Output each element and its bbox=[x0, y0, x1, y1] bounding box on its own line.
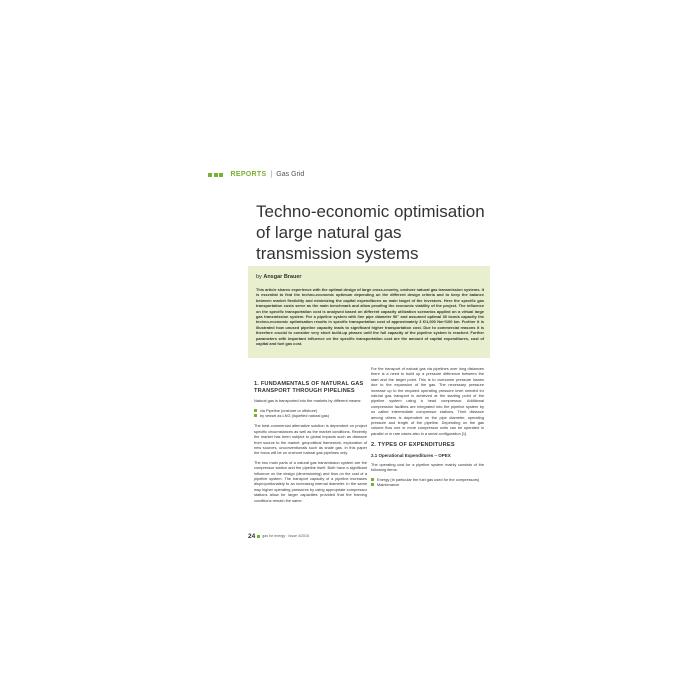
abstract-text: This article shares experience with the optimal design of large cross-country, onshore natural gas transmission systems. It is essential to find the techno-economic optimum depending on the different design criteria and to keep the balance between market flexibility and minimizing the capital expenditures as main target of the investors. Here the specific gas transportation costs serve as the main benchmark and allow proofing the economic viability of the project. The influence on the specific transportation cost is analysed based on different capacity utilization scenarios applied on a virtual large gas transmission system. For a pipeline system with line pipe diameter 56" and assumed optimal 30 bcm/a capacity the techno-economic optimisation results in specific transportation cost of approximately 3 €/1,000 Nm³/100 km. Further it is illustrated how unused pipeline capacity leads to significant higher transportation cost. Due to commercial reasons it is therefore crucial to consider very short build-up phases until the full capacity of the pipeline system is reached. Further parameters with important influence on the specific transportation cost are the amount of capital expenditures, cost of capital and fuel gas cost. bbox=[256, 287, 484, 347]
subsection-heading-2-1: 2.1 Operational Expenditures – OPEX bbox=[371, 452, 451, 458]
page-footer bbox=[248, 532, 309, 540]
right-intro: The operating cost for a pipeline system mainly consists of the following items: bbox=[371, 461, 484, 473]
publication-name: gas for energy · Issue 4/2015 bbox=[262, 534, 309, 538]
list-item: Maintenance bbox=[371, 482, 484, 487]
byline bbox=[256, 273, 484, 281]
right-paragraph-1: For the transport of natural gas via pipelines over long distances there is a need to build up a pressure difference between the start and the target point. This is to overcome pressure losses due to the expansion of the gas. The necessary pressure increase up to the required operating pressure level needed for natural gas transport is achieved at the starting point of the pipeline system using a head compressor. Additional compression facilities are integrated into the pipeline system by so called intermediate compressor stations. Their distance among others is dependent on the pipe diameter, operating pressure and length of the pipeline. Depending on the gas volume flow one or more compressor units can be operated in parallel or in rare cases also in a serial configuration [1]. bbox=[371, 366, 484, 436]
left-paragraph-2: The two main parts of a natural gas transmission system are the compressor station and the pipeline itself. Both have a significant influence on the design (dimensioning) and thus on the cost of a pipeline system. The transport capacity of a pipeline increases disproportionately to an increasing internal diameter. In the same way higher operating pressures by using appropriate compressor stations allow for larger capacities provided that the framing conditions remain the same. bbox=[254, 459, 367, 503]
section-separator: | bbox=[270, 171, 273, 178]
footer-marker-icon bbox=[257, 535, 260, 538]
abstract-box bbox=[248, 266, 490, 358]
subsection-label: Gas Grid bbox=[276, 171, 305, 178]
author-name: Ansgar Brauer bbox=[263, 274, 302, 280]
left-intro: Natural gas is transported into the markets by different means: bbox=[254, 398, 362, 404]
section-header bbox=[208, 170, 304, 180]
left-paragraph-1: The best commercial alternative solution is dependent on project specific circumstances as well as the market conditions. Recently the market has been subject to global impacts such as distance from source to the market, geopolitical framework, exploration of new sources, unconventionals such as shale gas. In this paper the focus will be on onshore natural gas pipelines only. bbox=[254, 423, 367, 456]
section-marker-icon bbox=[208, 173, 225, 177]
transport-means-list bbox=[254, 408, 367, 419]
byline-prefix: by bbox=[256, 274, 262, 280]
article-title: Techno-economic optimisation of large natural gas transmission systems bbox=[256, 202, 485, 263]
section-heading-2: 2. TYPES OF EXPENDITURES bbox=[371, 442, 455, 449]
list-item: by vessel as LNG (liquefied natural gas) bbox=[254, 413, 367, 418]
left-column bbox=[254, 366, 367, 507]
list-item: Energy (in particular the fuel gas used for the compressors) bbox=[371, 477, 484, 482]
section-heading-1: 1. FUNDAMENTALS OF NATURAL GAS TRANSPORT THROUGH PIPELINES bbox=[254, 381, 364, 394]
right-column bbox=[371, 366, 484, 493]
section-label: REPORTS bbox=[230, 171, 267, 178]
list-item: via Pipeline (onshore or offshore) bbox=[254, 408, 367, 413]
page-number: 24 bbox=[248, 532, 256, 540]
opex-items-list bbox=[371, 477, 484, 488]
